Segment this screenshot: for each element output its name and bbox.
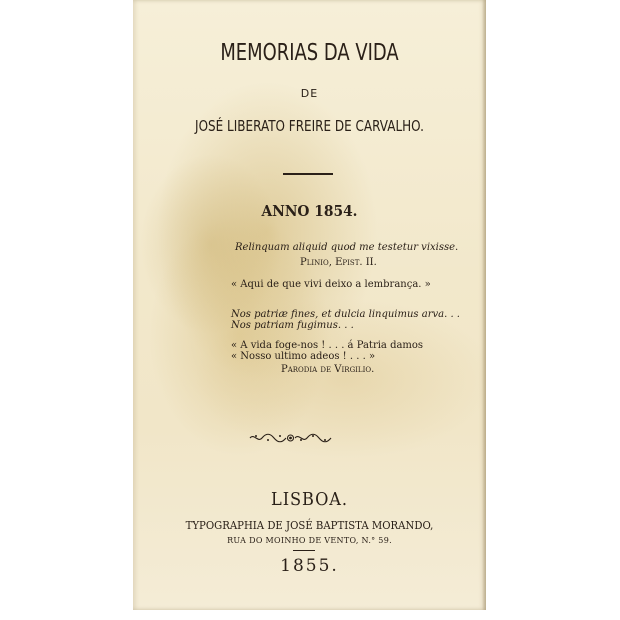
epigraph-portuguese-2-line-2: « Nosso ultimo adeos ! . . . » (231, 351, 376, 362)
epigraph-latin-2-line-1: Nos patriæ fines, et dulcia linquimus arva. . . (231, 309, 460, 320)
book-title-page (133, 0, 486, 610)
book-title: MEMORIAS DA VIDA (220, 40, 399, 66)
epigraph-latin-1: Relinquam aliquid quod me testetur vixisse. (235, 242, 459, 253)
publication-year: 1855. (280, 556, 339, 576)
epigraph-portuguese-1: « Aqui de que vivi deixo a lembrança. » (231, 279, 431, 290)
imprint-rule (293, 550, 315, 551)
separator-rule (283, 173, 333, 175)
imprint-printer: TYPOGRAPHIA DE JOSÉ BAPTISTA MORANDO, (185, 519, 434, 532)
imprint-city: LISBOA. (271, 489, 348, 510)
decorative-vine-ornament-icon (248, 431, 333, 445)
epigraph-source-1: Plinio, Epist. II. (300, 257, 377, 268)
epigraph-source-2: Parodia de Virgilio. (281, 364, 375, 375)
author-name: JOSÉ LIBERATO FREIRE DE CARVALHO. (195, 117, 424, 135)
epigraph-portuguese-2-line-1: « A vida foge-nos ! . . . á Patria damos (231, 340, 424, 351)
epigraph-latin-2-line-2: Nos patriam fugimus. . . (231, 320, 354, 331)
imprint-address: RUA DO MOINHO DE VENTO, N.° 59. (227, 536, 392, 545)
year-heading: ANNO 1854. (261, 202, 358, 220)
title-connector: DE (300, 87, 319, 100)
